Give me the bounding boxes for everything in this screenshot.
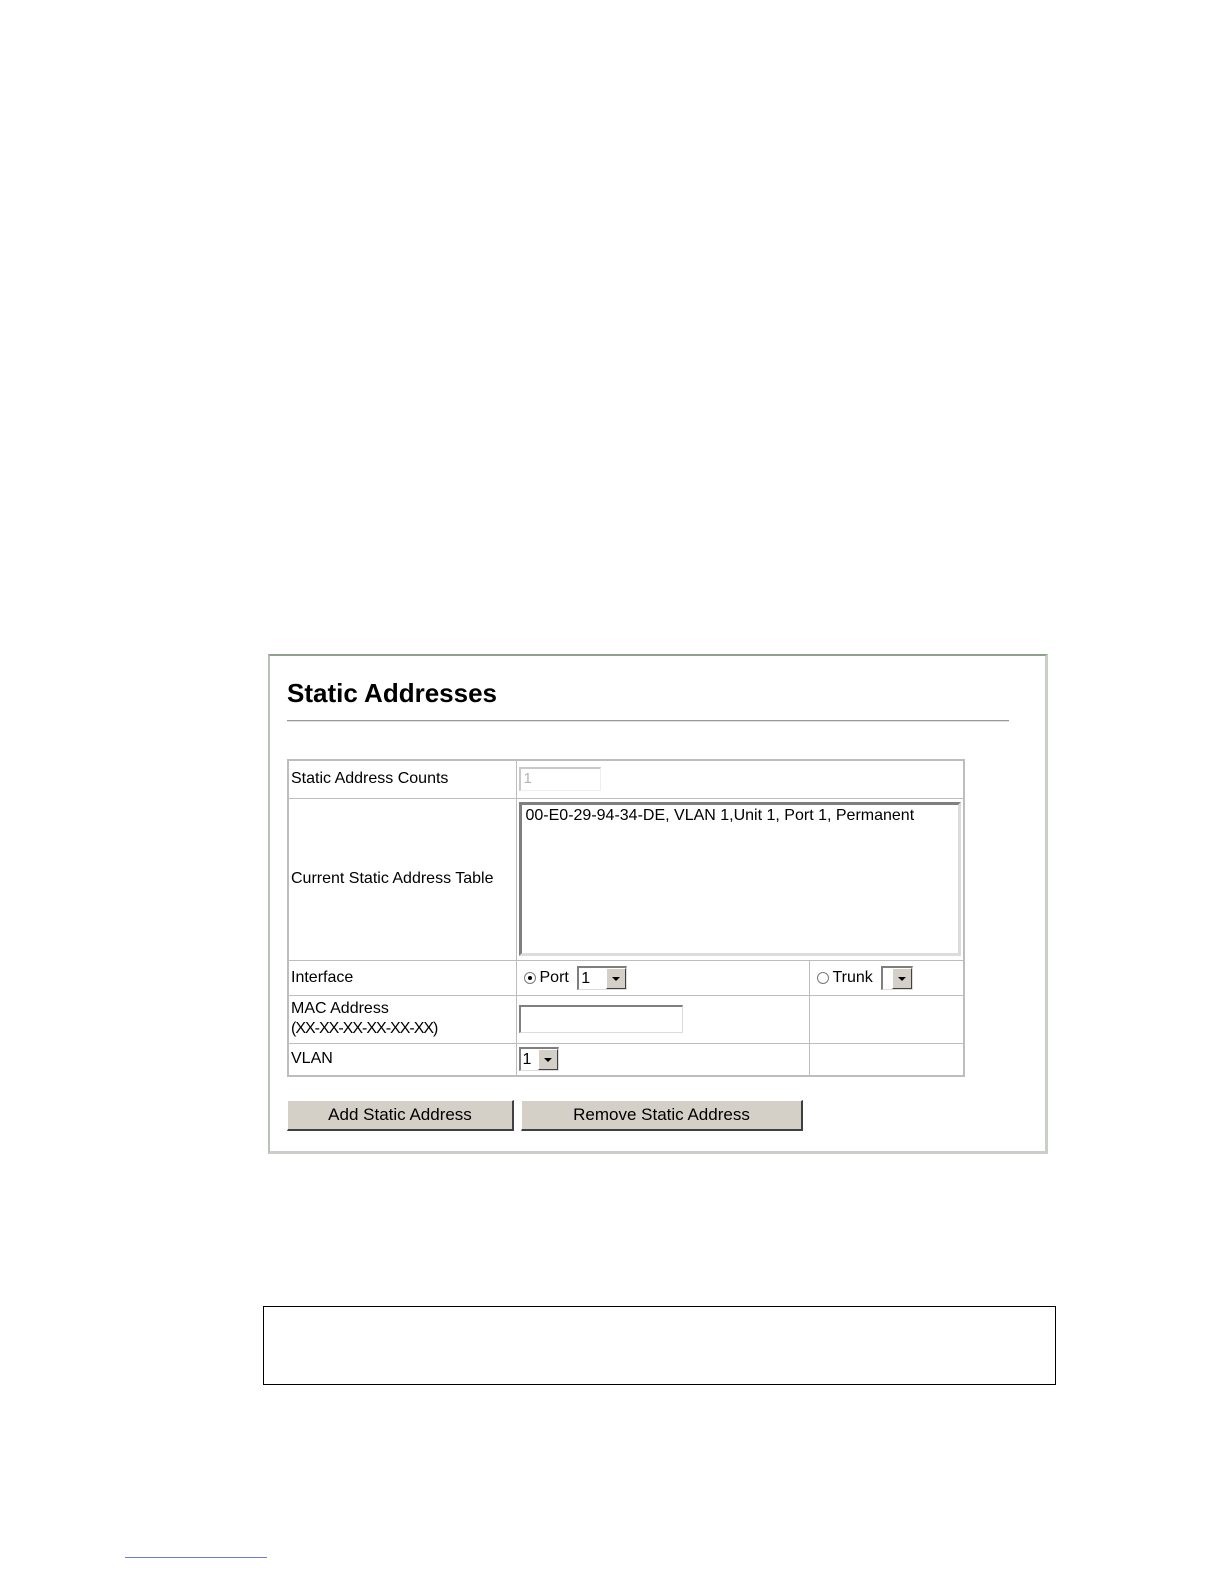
title-divider (287, 720, 1009, 722)
vlan-select-value: 1 (522, 1051, 532, 1069)
trunk-select-value (883, 968, 892, 989)
port-select-value: 1 (581, 969, 591, 987)
trunk-radio-label: Trunk (832, 968, 873, 986)
static-address-entry[interactable]: 00-E0-29-94-34-DE, VLAN 1,Unit 1, Port 1, Permanent (525, 807, 915, 824)
current-static-address-table-label: Current Static Address Table (288, 798, 516, 960)
port-radio-label: Port (539, 968, 569, 986)
interface-label: Interface (288, 960, 516, 995)
static-addresses-screenshot (268, 654, 1048, 1154)
static-address-form (287, 759, 965, 1077)
chevron-down-icon[interactable] (606, 968, 626, 989)
page-title: Static Addresses (287, 678, 498, 708)
static-address-counts-label: Static Address Counts (288, 760, 516, 798)
remove-static-address-button[interactable]: Remove Static Address (521, 1100, 803, 1131)
static-address-listbox[interactable] (519, 802, 962, 956)
chevron-down-icon[interactable] (538, 1049, 558, 1070)
trunk-select[interactable] (881, 966, 913, 990)
mac-address-label: MAC Address (291, 1000, 389, 1017)
row-mac-address (288, 995, 964, 1043)
trunk-radio[interactable] (817, 972, 829, 984)
static-address-counts-field: 1 (519, 767, 601, 791)
row-static-address-counts (288, 760, 964, 798)
row-vlan (288, 1043, 964, 1076)
row-current-static-address-table (288, 798, 964, 960)
chevron-down-icon[interactable] (892, 968, 912, 989)
mac-address-input[interactable] (519, 1005, 683, 1033)
row-interface (288, 960, 964, 995)
footnote-divider (125, 1557, 267, 1558)
note-box (263, 1306, 1056, 1385)
add-static-address-button[interactable]: Add Static Address (287, 1100, 514, 1131)
port-select[interactable] (577, 966, 627, 990)
vlan-select[interactable] (519, 1047, 559, 1071)
mac-address-format-hint: (XX-XX-XX-XX-XX-XX) (291, 1020, 438, 1037)
vlan-label: VLAN (288, 1043, 516, 1076)
port-radio[interactable] (524, 972, 536, 984)
